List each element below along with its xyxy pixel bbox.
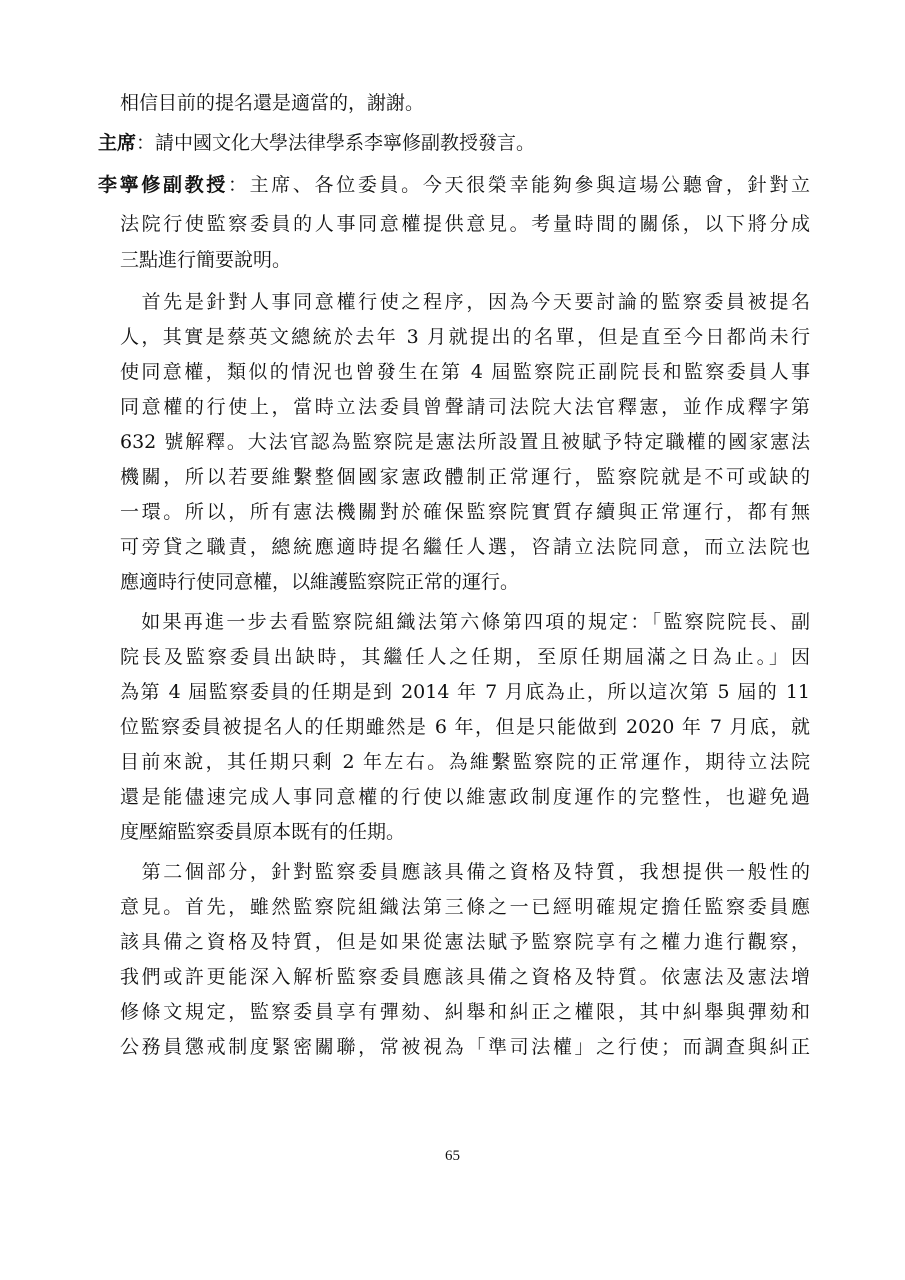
text-line: 同意權的行使上，當時立法委員曾聲請司法院大法官釋憲，並作成釋字第: [120, 396, 810, 418]
text-line: 第二個部分，針對監察委員應該具備之資格及特質，我想提供一般性的: [120, 861, 810, 883]
text-line: 修條文規定，監察委員享有彈劾、糾舉和糾正之權限，其中糾舉與彈劾和: [120, 1001, 810, 1023]
text-line: 三點進行簡要說明。: [120, 249, 292, 271]
text-line: 632 號解釋。大法官認為監察院是憲法所設置且被賦予特定職權的國家憲法: [120, 431, 810, 453]
chair-statement: [98, 126, 810, 160]
text-line: 首先是針對人事同意權行使之程序，因為今天要討論的監察委員被提名: [120, 291, 810, 313]
text-line: 使同意權，類似的情況也曾發生在第 4 屆監察院正副院長和監察委員人事: [120, 361, 810, 383]
page-number: 65: [445, 1148, 460, 1164]
text-line: 可旁貸之職責，總統應適時提名繼任人選，咨請立法院同意，而立法院也: [120, 536, 810, 558]
text-line: 一環。所以，所有憲法機關對於確保監察院實質存續與正常運行，都有無: [120, 501, 810, 523]
text-line: 目前來說，其任期只剩 2 年左右。為維繫監察院的正常運作，期待立法院: [120, 751, 810, 773]
speaker-label: 主席: [98, 132, 137, 154]
text-line: 公務員懲戒制度緊密關聯，常被視為「準司法權」之行使；而調查與糾正: [120, 1036, 810, 1058]
lee-statement-line: [98, 168, 810, 202]
text-line: 院長及監察委員出缺時，其繼任人之任期，至原任期屆滿之日為止。」因: [120, 646, 810, 668]
text-line: 我們或許更能深入解析監察委員應該具備之資格及特質。依憲法及憲法增: [120, 966, 810, 988]
text-line: 應適時行使同意權，以維護監察院正常的運行。: [120, 571, 520, 593]
statement-text: ：請中國文化大學法律學系李寧修副教授發言。: [136, 132, 536, 154]
continuation-line: 相信目前的提名還是適當的，謝謝。: [120, 92, 425, 114]
text-line: 還是能儘速完成人事同意權的行使以維憲政制度運作的完整性，也避免過: [120, 786, 810, 808]
text-line: 人，其實是蔡英文總統於去年 3 月就提出的名單，但是直至今日都尚未行: [120, 326, 810, 348]
speaker-label: 李寧修副教授: [98, 174, 228, 196]
text-line: 意見。首先，雖然監察院組織法第三條之一已經明確規定擔任監察委員應: [120, 896, 810, 918]
text-line: 該具備之資格及特質，但是如果從憲法賦予監察院享有之權力進行觀察，: [120, 931, 810, 953]
text-line: 度壓縮監察委員原本既有的任期。: [120, 821, 406, 843]
text-line: 位監察委員被提名人的任期雖然是 6 年，但是只能做到 2020 年 7 月底，就: [120, 716, 810, 738]
text-line: 機關，所以若要維繫整個國家憲政體制正常運行，監察院就是不可或缺的: [120, 466, 810, 488]
text-line: 為第 4 屆監察委員的任期是到 2014 年 7 月底為止，所以這次第 5 屆的 11: [120, 681, 810, 703]
statement-text: ：主席、各位委員。今天很榮幸能夠參與這場公聽會，針對立: [227, 174, 810, 196]
text-line: 如果再進一步去看監察院組織法第六條第四項的規定：「監察院院長、副: [120, 611, 810, 633]
text-line: 法院行使監察委員的人事同意權提供意見。考量時間的關係，以下將分成: [120, 213, 810, 235]
